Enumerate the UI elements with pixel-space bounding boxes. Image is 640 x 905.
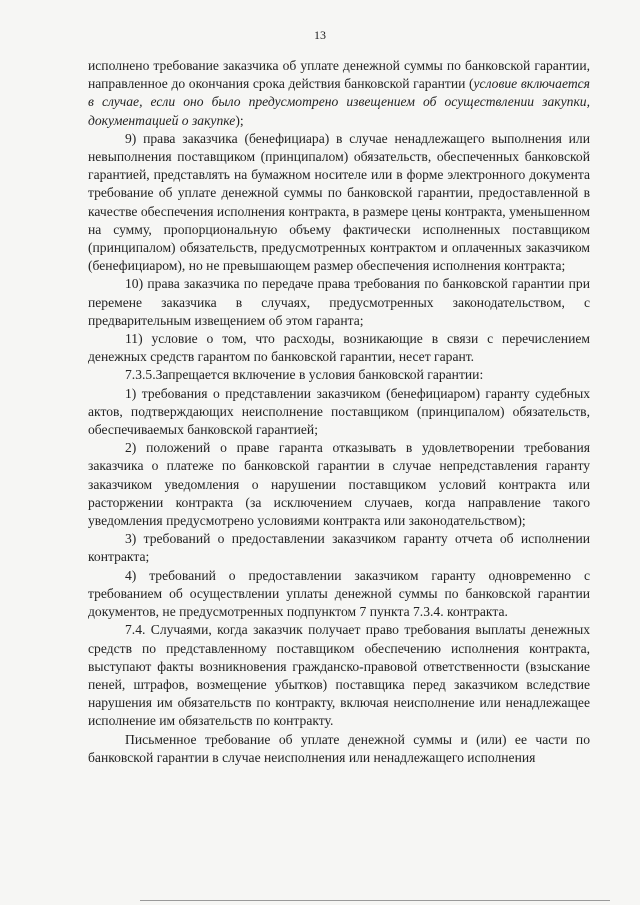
paragraph-text: исполнено требование заказчика об уплате денежной суммы по банковской гарантии, направленное до окончания срока действия банковской гарантии ( — [88, 58, 590, 92]
paragraph-7-3-5-item-1: 1) требования о представлении заказчиком (бенефициаром) гаранту судебных актов, подтверждающих неисполнение поставщиком (принципалом) обязательств, обеспечиваемых банковской гарантией; — [88, 385, 590, 438]
document-body — [88, 57, 590, 767]
paragraph-written-demand: Письменное требование об уплате денежной суммы и (или) ее части по банковской гарантии в случае неисполнения или ненадлежащего исполнения — [88, 731, 590, 765]
paragraph-7-3-5-item-2: 2) положений о праве гаранта отказывать в удовлетворении требования заказчика о платеже по банковской гарантии в случае непредставления гаранту заказчиком уведомления о нарушении поставщиком условий контракта или расторжении контракта (за исключением случаев, когда направление такого уведомления предусмотрено условиями контракта или законодательством); — [88, 440, 590, 529]
section-7-3-5-heading: 7.3.5.Запрещается включение в условия банковской гарантии: — [125, 367, 484, 383]
paragraph-7-3-5-item-3: 3) требований о предоставлении заказчиком гаранту отчета об исполнении контракта; — [88, 531, 590, 565]
paragraph-7-3-5-item-4: 4) требований о предоставлении заказчиком гаранту одновременно с требованием об осуществлении уплаты денежной суммы по банковской гарантии документов, не предусмотренных подпунктом 7 пункта 7.3.4. контракта. — [88, 567, 590, 620]
paragraph-text: ); — [235, 112, 244, 128]
paragraph-item-10: 10) права заказчика по передаче права требования по банковской гарантии при перемене заказчика в случаях, предусмотренных законодательством, с предварительным извещением об этом гаранта; — [88, 276, 590, 328]
paragraph-item-9: 9) права заказчика (бенефициара) в случае ненадлежащего выполнения или невыполнения поставщиком (принципалом) обязательств, обеспеченных банковской гарантией, представлять на бумажном носителе или в форме электронного документа требование об уплате денежной суммы по банковской гарантии, предоставленной в качестве обеспечения исполнения контракта, в размере цены контракта, уменьшенном на сумму, пропорциональную объему фактически исполненных поставщиком (принципалом) обязательств, предусмотренных контрактом и оплаченных заказчиком (бенефициаром), но не превышающем размер обеспечения исполнения контракта; — [88, 130, 590, 274]
scan-edge-line — [140, 900, 610, 901]
section-7-4: 7.4. Случаями, когда заказчик получает право требования выплаты денежных средств по представленному поставщиком обеспечению исполнения контракта, выступают факты возникновения гражданско-правовой ответственности (взыскание пеней, штрафов, возмещение убытков) поставщика перед заказчиком вследствие нарушения им обязательств по контракту, включая неисполнение или ненадлежащее исполнение им обязательств по контракту. — [88, 622, 590, 729]
paragraph — [88, 57, 590, 130]
page-number: 13 — [314, 28, 326, 42]
paragraph-item-11: 11) условие о том, что расходы, возникающие в связи с перечислением денежных средств гарантом по банковской гарантии, несет гарант. — [88, 331, 590, 365]
italic-note: условие включается в случае, если оно было предусмотрено извещением об осуществлении закупки, документацией о закупке — [88, 76, 590, 128]
